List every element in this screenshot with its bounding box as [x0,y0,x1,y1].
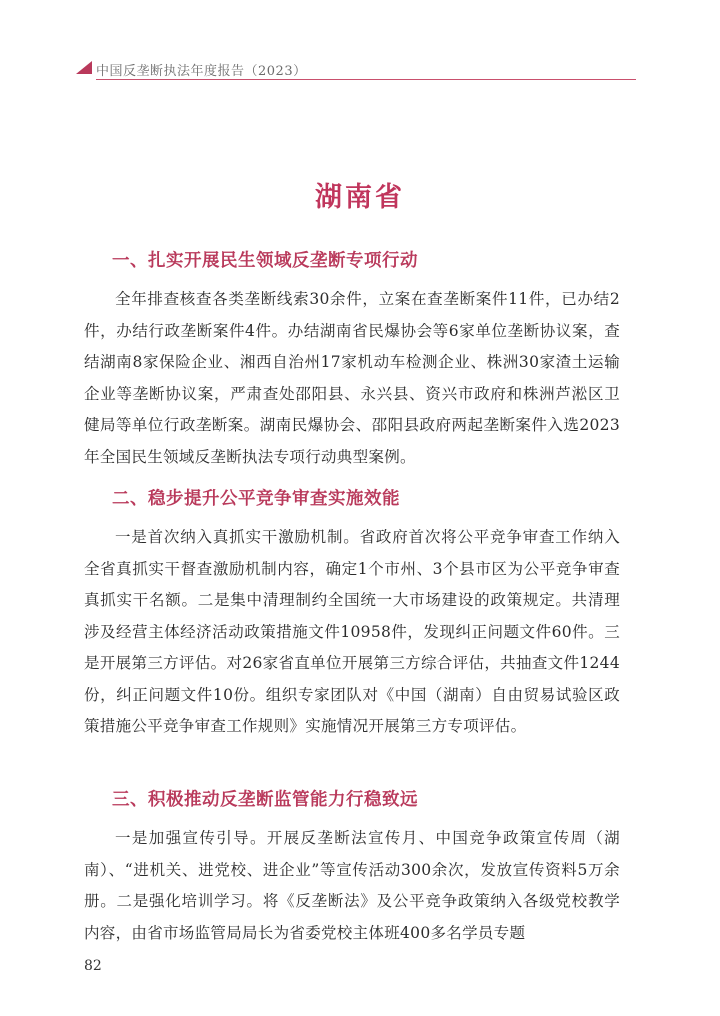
running-header: 中国反垄断执法年度报告（2023） [96,64,307,79]
header-triangle-mark [76,61,92,74]
section-body-3: 一是加强宣传引导。开展反垄断法宣传月、中国竞争政策宣传周（湖南）、“进机关、进党校、进企业”等宣传活动300余次，发放宣传资料5万余册。二是强化培训学习。将《反垄断法》及公平竞争政策纳入各级党校教学内容，由省市场监管局局长为省委党校主体班400多名学员专题 [84,829,620,942]
page-number: 82 [84,958,102,974]
header-rule [96,79,636,80]
section-body-1: 全年排查核查各类垄断线索30余件，立案在查垄断案件11件，已办结2件，办结行政垄断案件4件。办结湖南省民爆协会等6家单位垄断协议案，查结湖南8家保险企业、湘西自治州17家机动车检测企业、株洲30家渣土运输企业等垄断协议案，严肃查处邵阳县、永兴县、资兴市政府和株洲芦淞区卫健局等单位行政垄断案。湖南民爆协会、邵阳县政府两起垄断案件入选2023年全国民生领域反垄断执法专项行动典型案例。 [84,290,620,466]
page-title: 湖南省 [315,182,405,213]
section-heading-2: 二、稳步提升公平竞争审查实施效能 [112,489,400,509]
section-heading-1: 一、扎实开展民生领域反垄断专项行动 [112,251,418,271]
section-heading-3: 三、积极推动反垄断监管能力行稳致远 [112,790,418,810]
section-body-2: 一是首次纳入真抓实干激励机制。省政府首次将公平竞争审查工作纳入全省真抓实干督查激励机制内容，确定1个市州、3个县市区为公平竞争审查真抓实干名额。二是集中清理制约全国统一大市场建设的政策规定。共清理涉及经营主体经济活动政策措施文件10958件，发现纠正问题文件60件。三是开展第三方评估。对26家省直单位开展第三方综合评估，共抽查文件1244份，纠正问题文件10份。组织专家团队对《中国（湖南）自由贸易试验区政策措施公平竞争审查工作规则》实施情况开展第三方专项评估。 [84,528,620,735]
